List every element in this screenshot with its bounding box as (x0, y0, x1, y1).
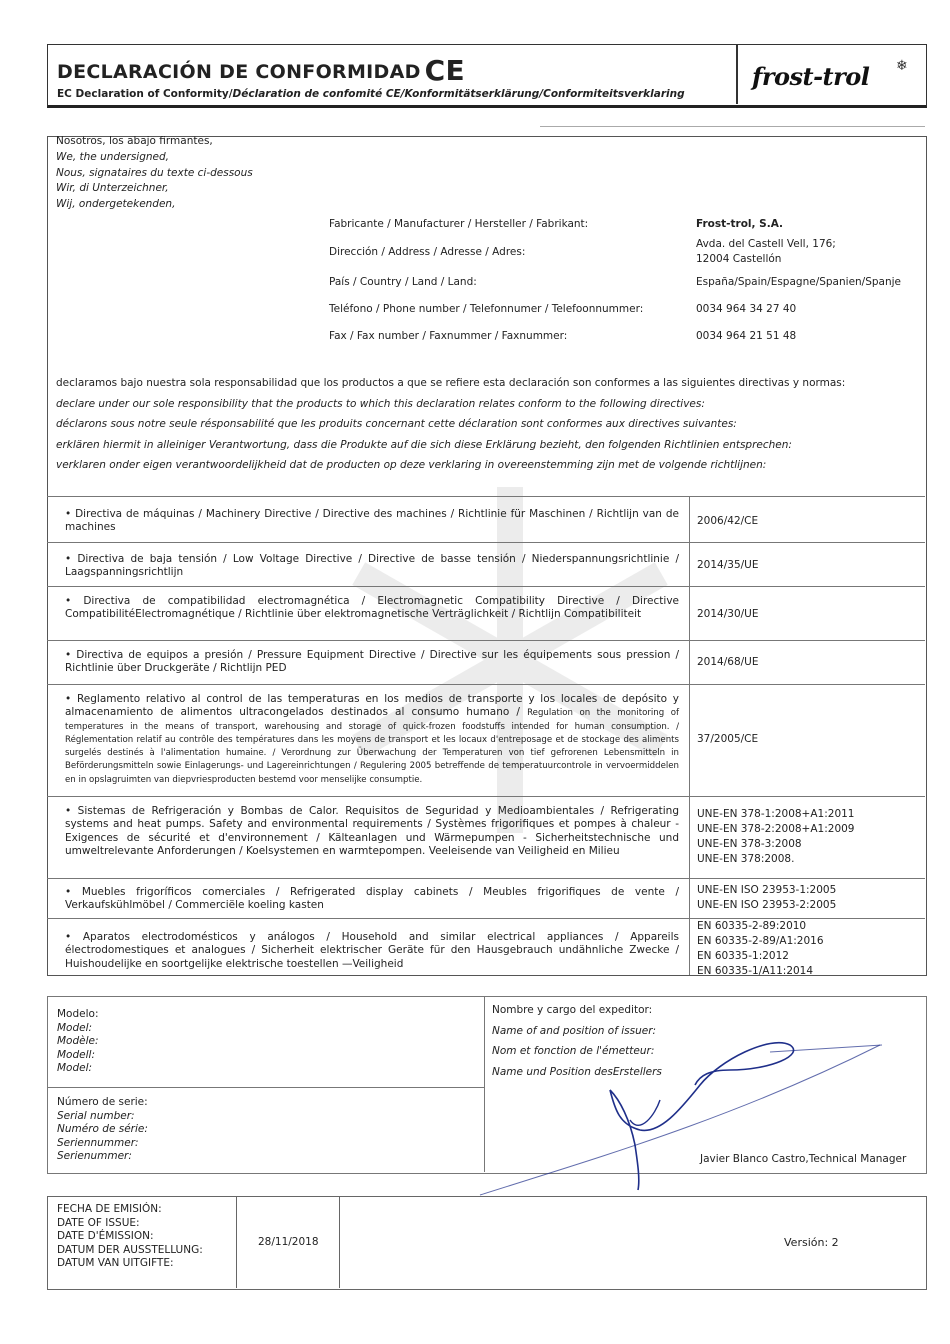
model-label: Model: (57, 1062, 93, 1075)
model-label: Model: (57, 1021, 93, 1034)
table-row (47, 796, 925, 879)
phone-value: 0034 964 34 27 40 (696, 303, 797, 315)
directive-standard: 2014/30/UE (697, 608, 759, 620)
column-divider (689, 879, 690, 919)
declaration-line: declare under our sole responsibility that the products to which this declaration relates conform to the following directives: (56, 397, 705, 410)
model-label: Modell: (57, 1048, 95, 1061)
issue-date-labels (57, 1203, 203, 1271)
declaration-line: verklaren onder eigen verantwoordelijkheid dat de producten op deze verklaring in overeenstemming zijn met de volgende richtlijnen: (56, 459, 767, 471)
issue-date-label: DATE D'ÉMISSION: (57, 1230, 154, 1242)
table-row (47, 542, 925, 587)
directive-standard: EN 60335-1/A11:2014 (697, 965, 814, 977)
directive-standard: 37/2005/CE (697, 733, 759, 745)
table-row (47, 496, 925, 543)
table-row (47, 586, 925, 641)
divider (540, 126, 925, 127)
directive-standard: 2014/68/UE (697, 656, 759, 668)
directive-text: • Directiva de compatibilidad electromagnética / Electromagnetic Compatibility Directive / Directive CompatibilitéElectromagnétique / Richtlinie über elektromagnetische Verträglichkeit / Richtlijn Compatibiliteit (65, 595, 679, 621)
column-divider (339, 1196, 340, 1288)
intro-line: Wij, ondergetekenden, (56, 198, 176, 211)
column-divider (689, 919, 690, 975)
declaration-line: erklären hiermit in alleiniger Verantwortung, dass die Produkte auf die sich diese Erklärung bezieht, den folgenden Richtlinien entsprechen: (56, 438, 792, 451)
directive-standard: UNE-EN 378-3:2008 (697, 838, 802, 850)
model-label: Modèle: (57, 1035, 99, 1048)
issuer-label: Name of and position of issuer: (492, 1024, 657, 1037)
directive-standard: UNE-EN 378:2008. (697, 853, 795, 865)
intro-line: Nous, signataires du texte ci-dessous (56, 166, 253, 179)
directive-standard: EN 60335-2-89/A1:2016 (697, 935, 824, 947)
header-divider (736, 44, 738, 104)
directive-standard: UNE-EN ISO 23953-2:2005 (697, 899, 837, 911)
country-label: País / Country / Land / Land: (329, 276, 477, 288)
phone-label: Teléfono / Phone number / Telefonnumer / Telefoonnummer: (329, 303, 644, 315)
directive-text (65, 693, 679, 786)
model-label: Modelo: (57, 1008, 99, 1020)
issue-date-value: 28/11/2018 (258, 1236, 319, 1248)
version-label: Versión: 2 (784, 1236, 839, 1249)
directive-text: • Sistemas de Refrigeración y Bombas de Calor. Requisitos de Seguridad y Medioambientales / Refrigerating systems and heat pumps. Safety and environmental requirements / Systèmes frigorifiques et pompes à chaleur - Exigences de sécurité et d'environnement / Kälteanlagen und Wärmepumpen - Sicherheitstechnische und umweltrelevante Anforderungen / Koelsystemen en warmtepompen. Veeleisende van Veiligheid en Milieu (65, 805, 679, 857)
serial-label: Serienummer: (57, 1150, 132, 1163)
column-divider (689, 543, 690, 587)
declaration-line: déclarons sous notre seule résponsabilité que les produits concernant cette déclaration sont conformes aux directives suivantes: (56, 418, 737, 430)
document-title: DECLARACIÓN DE CONFORMIDAD CE (57, 54, 465, 87)
issuer-label: Nom et fonction de l'émetteur: (492, 1045, 655, 1057)
serial-labels (57, 1096, 148, 1164)
ce-mark: CE (424, 54, 465, 87)
directive-text-small: Regulation on the monitoring of temperatures in the means of transport, warehousing and storage of quick-frozen foodstuffs intended for human consumption. / Réglementation relatif au contrôle des températures dans les moyens de transport et les locaux d'entreposage et de stockage des aliments surgelés destinés à l'alimentation humaine. / Verordnung zur Überwachung der Temperaturen von tief gefrorenen Lebensmitteln in Beförderungsmitteln sowie Einlagerungs- und Lagereinrichtungen / Regulering 2005 betreffende de temperatuurcontrole in vervoermiddelen en in opslagruimten van diepvriesproducten bestemd voor menselijke consumptie. (65, 708, 679, 785)
manufacturer-value: Frost-trol, S.A. (696, 218, 784, 230)
document-subtitle: EC Declaration of Conformity/Déclaration de confomité CE/Konformitätserklärung/Conformiteitsverklaring (57, 88, 685, 100)
directive-standard: UNE-EN ISO 23953-1:2005 (697, 884, 837, 896)
table-row (47, 918, 925, 975)
row-divider (47, 1087, 484, 1088)
directive-text: • Directiva de máquinas / Machinery Directive / Directive des machines / Richtlinie für Maschinen / Richtlijn van de machines (65, 508, 679, 534)
column-divider (689, 497, 690, 543)
manufacturer-label: Fabricante / Manufacturer / Hersteller / Fabrikant: (329, 218, 589, 230)
fax-label: Fax / Fax number / Faxnummer / Faxnummer: (329, 330, 568, 342)
snowflake-icon: ❄ (896, 58, 908, 74)
address-label: Dirección / Address / Adresse / Adres: (329, 246, 526, 258)
table-row (47, 684, 925, 797)
issue-date-label: FECHA DE EMISIÓN: (57, 1203, 162, 1215)
issuer-label: Nombre y cargo del expeditor: (492, 1004, 653, 1016)
column-divider (236, 1196, 237, 1288)
directive-standard-list (697, 883, 836, 913)
directive-text: • Muebles frigoríficos comerciales / Refrigerated display cabinets / Meubles frigorifiques de vente / Verkaufskühlmöbel / Commerciële koeling kasten (65, 886, 679, 912)
address-line-1: Avda. del Castell Vell, 176; (696, 238, 836, 250)
declaration-line: declaramos bajo nuestra sola responsabilidad que los productos a que se refiere esta declaración son conformes a las siguientes directivas y normas: (56, 377, 846, 389)
directive-standard: EN 60335-2-89:2010 (697, 920, 807, 932)
intro-line: We, the undersigned, (56, 150, 170, 163)
serial-label: Serial number: (57, 1109, 135, 1122)
issuer-label: Name und Position desErstellers (492, 1065, 662, 1078)
serial-label: Seriennummer: (57, 1136, 139, 1149)
directive-text-main: • Reglamento relativo al control de las temperaturas en los medios de transporte y los locales de depósito y almacenamiento de alimentos ultracongelados destinados al consumo humano / (65, 693, 679, 719)
directive-text: • Directiva de baja tensión / Low Voltage Directive / Directive de basse tensión / Niederspannungsrichtlinie / Laagspanningsrichtlijn (65, 553, 679, 579)
directive-standard: EN 60335-1:2012 (697, 950, 789, 962)
issue-date-label: DATUM VAN UITGIFTE: (57, 1257, 174, 1269)
declaration-statement (56, 373, 845, 476)
signature (470, 1030, 890, 1200)
column-divider (689, 797, 690, 879)
directive-standard: 2006/42/CE (697, 515, 759, 527)
address-line-2: 12004 Castellón (696, 253, 782, 265)
column-divider (689, 641, 690, 685)
frost-trol-logo: frost-trol (752, 62, 870, 91)
signer-name: Javier Blanco Castro,Technical Manager (700, 1153, 907, 1165)
intro-line: Wir, di Unterzeichner, (56, 182, 169, 195)
directive-standard: UNE-EN 378-1:2008+A1:2011 (697, 808, 855, 820)
serial-label: Número de serie: (57, 1096, 148, 1108)
table-row (47, 640, 925, 685)
model-labels (57, 1008, 99, 1076)
directive-text: • Aparatos electrodomésticos y análogos / Household and similar electrical appliances / Appareils électrodomestiques et analogues / Sicherheit elektrischer Geräte für den Hausgebrauch undähnliche Zwecke / Huishoudelijke en soortgelijke elektrische toestellen —Veiligheid (65, 931, 679, 970)
intro-block (56, 134, 253, 213)
country-value: España/Spain/Espagne/Spanien/Spanje (696, 276, 902, 288)
intro-line: Nosotros, los abajo firmantes, (56, 135, 213, 147)
column-divider (689, 587, 690, 641)
issue-date-label: DATUM DER AUSSTELLUNG: (57, 1243, 203, 1256)
serial-label: Numéro de série: (57, 1123, 148, 1136)
directive-standard-list (697, 919, 824, 979)
directive-standard-list (697, 807, 854, 867)
directive-standard: 2014/35/UE (697, 559, 759, 571)
directive-text: • Directiva de equipos a presión / Pressure Equipment Directive / Directive sur les équipements sous pression / Richtlinie über Druckgeräte / Richtlijn PED (65, 649, 679, 675)
table-row (47, 878, 925, 919)
issue-date-label: DATE OF ISSUE: (57, 1216, 140, 1229)
column-divider (689, 685, 690, 797)
fax-value: 0034 964 21 51 48 (696, 330, 797, 342)
directive-standard: UNE-EN 378-2:2008+A1:2009 (697, 823, 855, 835)
